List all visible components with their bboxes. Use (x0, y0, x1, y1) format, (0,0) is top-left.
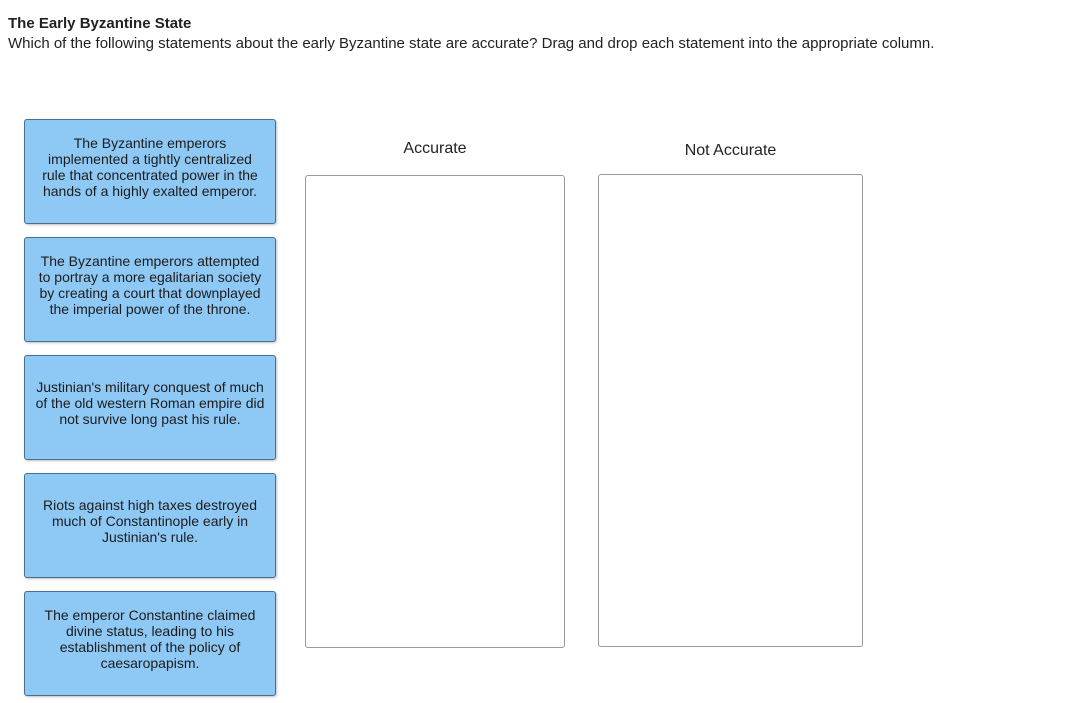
accurate-dropzone[interactable] (305, 175, 565, 648)
statement-text: The Byzantine emperors attempted to portray a more egalitarian society by creating a court that downplayed the imperial power of the throne. (38, 252, 262, 317)
accurate-column-header: Accurate (403, 140, 467, 157)
question-header (8, 14, 1058, 54)
statement-card-3[interactable] (24, 355, 276, 460)
statement-card-1[interactable] (24, 119, 276, 224)
statement-text: Justinian's military conquest of much of the old western Roman empire did not survive long past his rule. (35, 378, 265, 427)
statement-text: The emperor Constantine claimed divine status, leading to his establishment of the policy of caesaropapism. (44, 606, 256, 671)
statement-card-4[interactable] (24, 473, 276, 578)
statement-text: The Byzantine emperors implemented a tightly centralized rule that concentrated power in the hands of a highly exalted emperor. (42, 134, 258, 199)
not-accurate-column-header: Not Accurate (684, 142, 777, 159)
question-instructions: Which of the following statements about the early Byzantine state are accurate? Drag and drop each statement into the appropriate column. (8, 35, 935, 52)
statement-card-2[interactable] (24, 237, 276, 342)
question-title: The Early Byzantine State (8, 15, 192, 32)
not-accurate-dropzone[interactable] (598, 174, 863, 647)
statement-text: Riots against high taxes destroyed much of Constantinople early in Justinian's rule. (42, 496, 257, 545)
statement-card-5[interactable] (24, 591, 276, 696)
